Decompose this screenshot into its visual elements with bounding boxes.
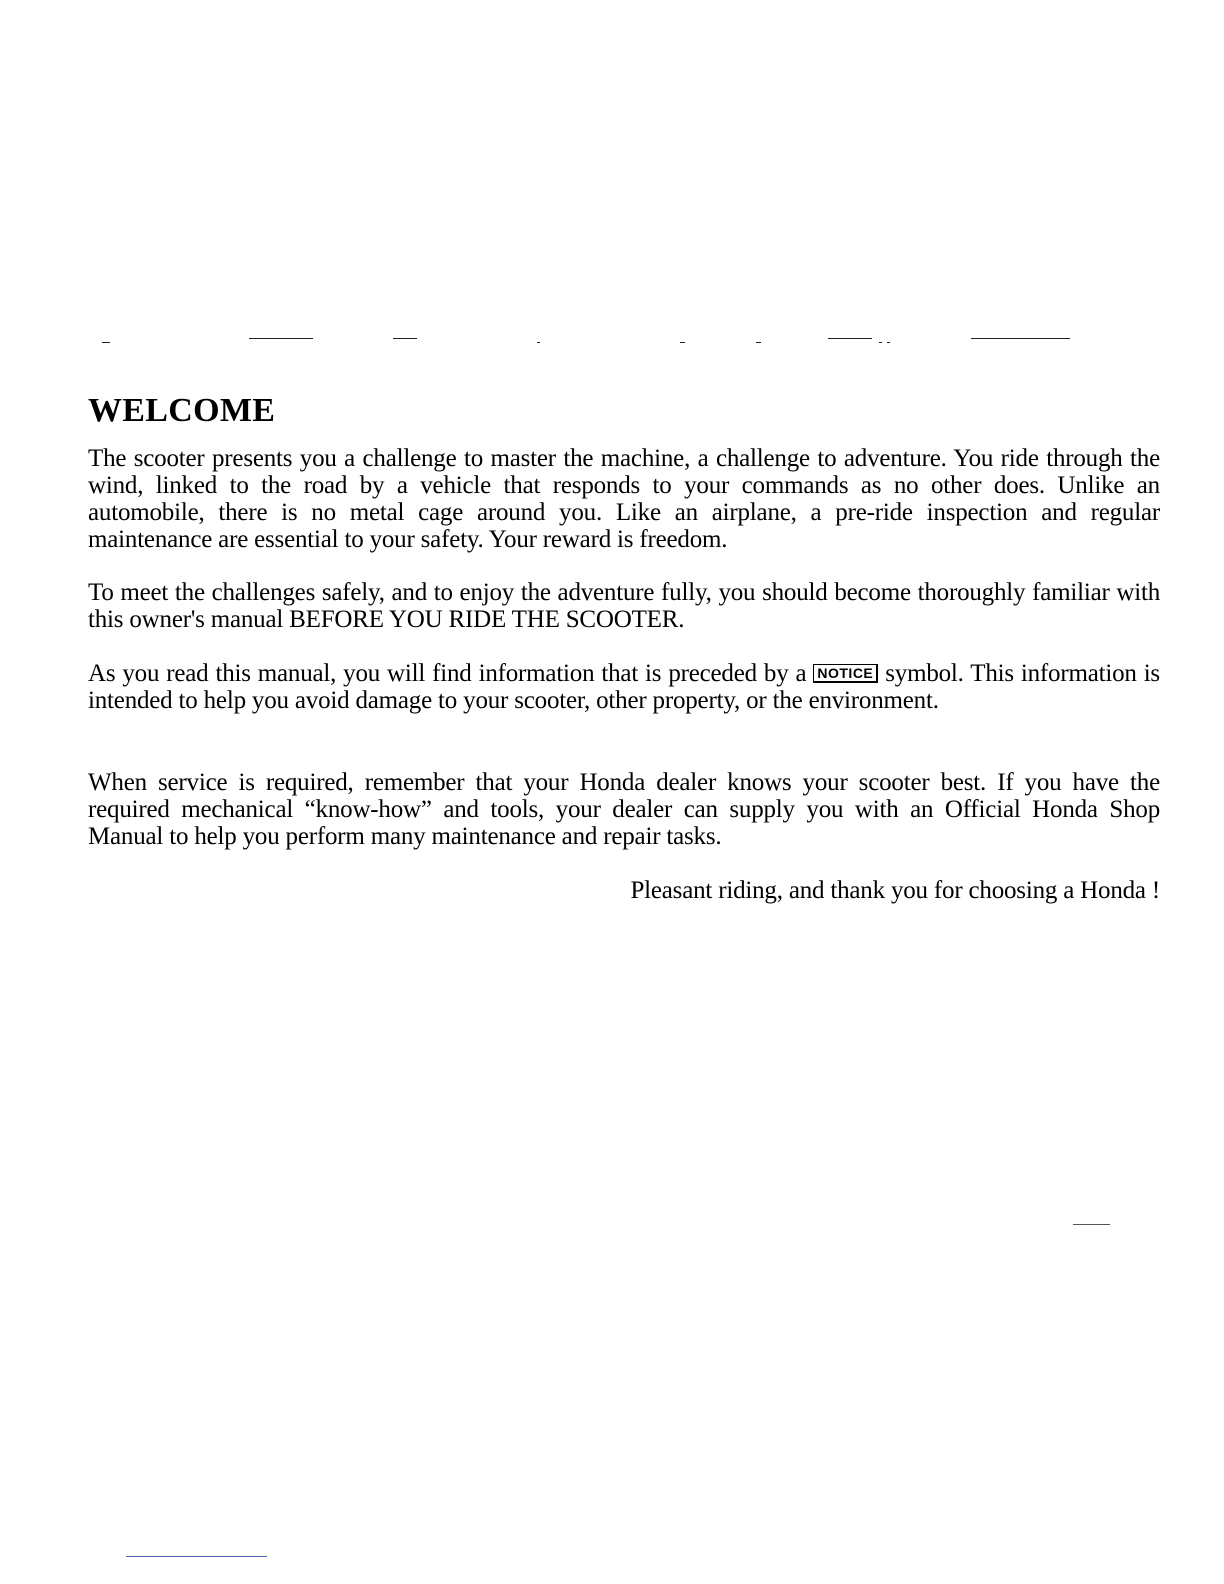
scan-mark (537, 342, 540, 343)
service-paragraph: When service is required, remember that your Honda dealer knows your scooter best. If you have the required mechanical “know-how” and tools, your dealer can supply you with an Official Honda Shop Manual to help you perform many maintenance and repair tasks. (88, 769, 1160, 850)
scan-mark (126, 1556, 267, 1557)
scan-mark (102, 342, 110, 343)
scan-mark (971, 338, 1070, 339)
scan-mark (887, 342, 890, 343)
scan-mark (249, 338, 313, 339)
welcome-paragraph: The scooter presents you a challenge to master the machine, a challenge to adventure. You ride through the wind, linked to the road by a vehicle that responds to your commands as no other does. Unlike an automobile, there is no metal cage around you. Like an airplane, a pre-ride inspection and regular maintenance are essential to your safety. Your reward is freedom. (88, 445, 1160, 553)
familiarize-paragraph: To meet the challenges safely, and to enjoy the adventure fully, you should become thoroughly familiar with this owner's manual BEFORE YOU RIDE THE SCOOTER. (88, 579, 1160, 633)
scan-mark (1073, 1224, 1110, 1225)
scan-mark (756, 342, 761, 343)
page-title: WELCOME (88, 392, 276, 429)
notice-paragraph (88, 660, 1160, 714)
scan-mark (828, 338, 872, 339)
scan-mark (393, 338, 417, 339)
notice-paragraph-tail: symbol. This information is intended to help you avoid damage to your scooter, other property, or the environment. (88, 660, 1160, 714)
scan-mark (879, 342, 882, 343)
notice-symbol: NOTICE (813, 664, 878, 683)
closing-line: Pleasant riding, and thank you for choosing a Honda ! (630, 877, 1160, 904)
notice-paragraph-lead: As you read this manual, you will find information that is preceded by a (88, 660, 807, 687)
scan-mark (680, 342, 685, 343)
